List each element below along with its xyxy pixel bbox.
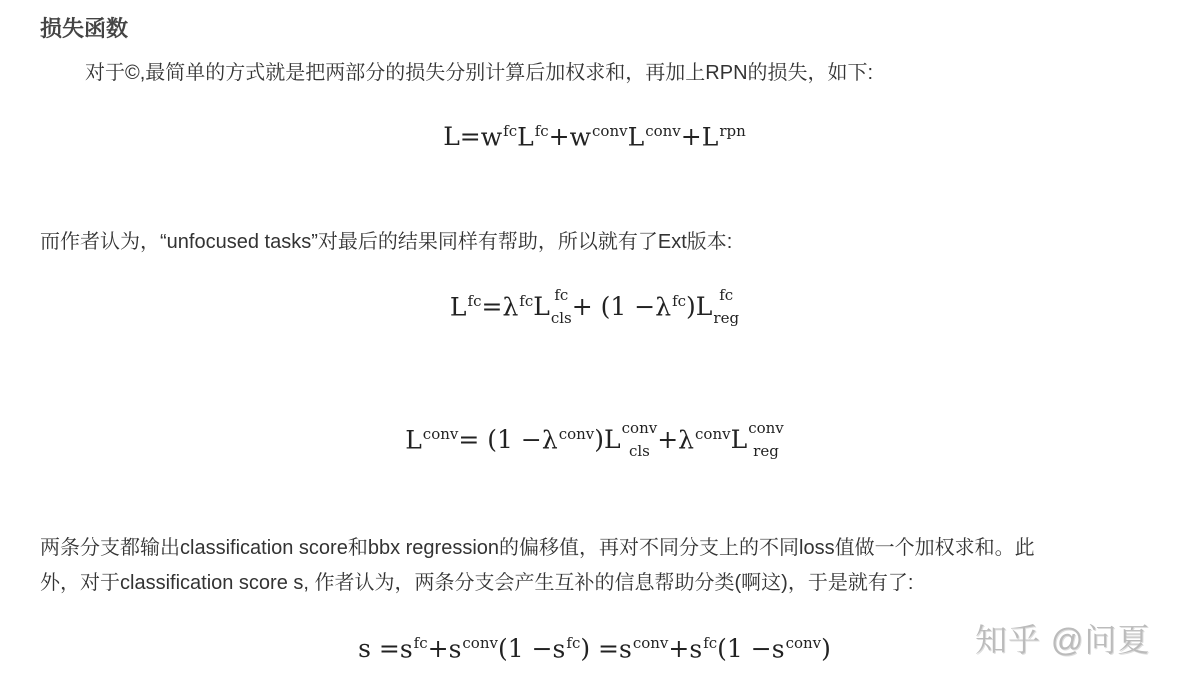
formula-subscript: reg	[753, 441, 779, 460]
formula-base: )	[686, 292, 696, 322]
formula-base: L	[695, 292, 713, 322]
formula-token	[570, 122, 628, 151]
formula-superscript: conv	[632, 634, 669, 652]
formula-token	[481, 292, 502, 321]
formula-token	[572, 292, 655, 321]
formula-token	[405, 425, 458, 454]
formula-token	[681, 122, 702, 151]
formula-fc-loss	[0, 285, 1189, 327]
formula-token	[553, 634, 581, 663]
formula-superscript: conv	[695, 425, 731, 443]
formula-superscript: rpn	[719, 122, 746, 140]
formula-token	[358, 634, 400, 663]
formula-token	[458, 425, 541, 454]
formula-superscript: fc	[566, 634, 581, 652]
formula-token	[619, 634, 668, 663]
formula-superscript: fc	[534, 122, 549, 140]
formula-token	[657, 425, 678, 454]
formula-base: s	[552, 634, 566, 664]
formula-base: s	[689, 634, 703, 664]
formula-base: L	[443, 122, 460, 152]
formula-base: L	[730, 425, 748, 455]
formula-token	[400, 634, 428, 663]
paragraph-score-line1: 两条分支都输出classification score和bbx regression的偏移值，再对不同分支上的不同loss值做一个加权求和。此	[40, 537, 1035, 559]
formula-base: L	[604, 425, 621, 455]
formula-base: L	[517, 122, 534, 152]
formula-base: + (1 −	[571, 292, 656, 322]
formula-superscript: fc	[703, 634, 718, 652]
formula-token	[668, 634, 689, 663]
formula-token	[628, 122, 681, 151]
formula-token	[702, 122, 746, 151]
formula-token	[689, 634, 717, 663]
formula-base: =	[481, 292, 503, 322]
formula-token	[695, 285, 740, 327]
formula-base: s	[399, 634, 413, 664]
formula-superscript: conv	[645, 122, 681, 140]
formula-subscript: cls	[628, 441, 650, 460]
formula-superscript: fc	[719, 285, 734, 304]
formula-base: L	[627, 122, 645, 152]
formula-token	[604, 418, 658, 460]
formula-superscript: conv	[592, 122, 628, 140]
formula-base: +	[657, 425, 679, 455]
formula-base: λ	[502, 292, 519, 322]
formula-base: +	[668, 634, 690, 664]
formula-base: w	[480, 122, 503, 152]
formula-base: (1 −	[717, 634, 772, 664]
formula-subscript: cls	[550, 308, 572, 327]
formula-superscript: conv	[462, 634, 498, 652]
formula-base: L	[701, 122, 719, 152]
formula-token	[821, 634, 831, 663]
section-heading: 损失函数	[40, 16, 129, 41]
formula-superscript: fc	[467, 292, 482, 310]
formula-base: +	[427, 634, 449, 664]
formula-token	[517, 122, 549, 151]
formula-base: λ	[541, 425, 558, 455]
formula-token	[549, 122, 570, 151]
formula-superscript: fc	[413, 634, 428, 652]
formula-base: L	[405, 425, 422, 455]
formula-base: s	[619, 634, 632, 664]
formula-base: L	[533, 292, 550, 322]
formula-superscript: conv	[558, 425, 595, 443]
formula-token	[498, 634, 553, 663]
formula-token	[542, 425, 594, 454]
formula-superscript: conv	[422, 425, 459, 443]
formula-token	[772, 634, 821, 663]
formula-token	[450, 292, 482, 321]
formula-base: (1 −	[497, 634, 553, 664]
formula-base: = (1 −	[458, 425, 542, 455]
formula-token	[655, 292, 686, 321]
formula-token	[730, 418, 784, 460]
formula-base: L	[449, 292, 467, 322]
zhihu-watermark: 知乎 @问夏	[975, 622, 1151, 658]
formula-token	[449, 634, 498, 663]
formula-conv-loss	[0, 418, 1189, 460]
formula-base: =	[459, 122, 481, 152]
formula-token	[717, 634, 772, 663]
formula-base: λ	[655, 292, 672, 322]
formula-token	[678, 425, 730, 454]
formula-token	[533, 285, 572, 327]
formula-base: λ	[678, 425, 695, 455]
formula-base: +	[680, 122, 702, 152]
paragraph-intro: 对于©,最简单的方式就是把两部分的损失分别计算后加权求和，再加上RPN的损失，如下:	[85, 62, 874, 84]
formula-token	[502, 292, 533, 321]
formula-superscript: fc	[672, 292, 687, 310]
formula-base: s	[771, 634, 785, 664]
formula-token	[686, 292, 696, 321]
formula-token	[460, 122, 481, 151]
formula-base: s	[448, 634, 462, 664]
formula-token	[481, 122, 517, 151]
formula-token	[594, 425, 604, 454]
formula-base: +	[548, 122, 570, 152]
formula-base: )	[821, 634, 831, 664]
formula-base: )	[594, 425, 605, 455]
formula-token	[443, 122, 460, 151]
paragraph-ext: 而作者认为，“unfocused tasks”对最后的结果同样有帮助，所以就有了Ext版本:	[40, 231, 733, 253]
formula-base: s =	[358, 634, 400, 664]
formula-base: ) =	[580, 634, 619, 664]
formula-subscript: reg	[713, 308, 740, 327]
formula-total-loss	[0, 122, 1189, 151]
formula-superscript: fc	[503, 122, 518, 140]
formula-superscript: fc	[554, 285, 569, 304]
formula-token	[428, 634, 449, 663]
formula-superscript: conv	[621, 418, 658, 437]
formula-token	[580, 634, 619, 663]
formula-superscript: fc	[519, 292, 534, 310]
formula-superscript: conv	[785, 634, 822, 652]
formula-superscript: conv	[748, 418, 784, 437]
formula-base: w	[569, 122, 592, 152]
paragraph-score-line2: 外，对于classification score s, 作者认为，两条分支会产生互补的信息帮助分类(啊这)，于是就有了:	[40, 572, 914, 594]
